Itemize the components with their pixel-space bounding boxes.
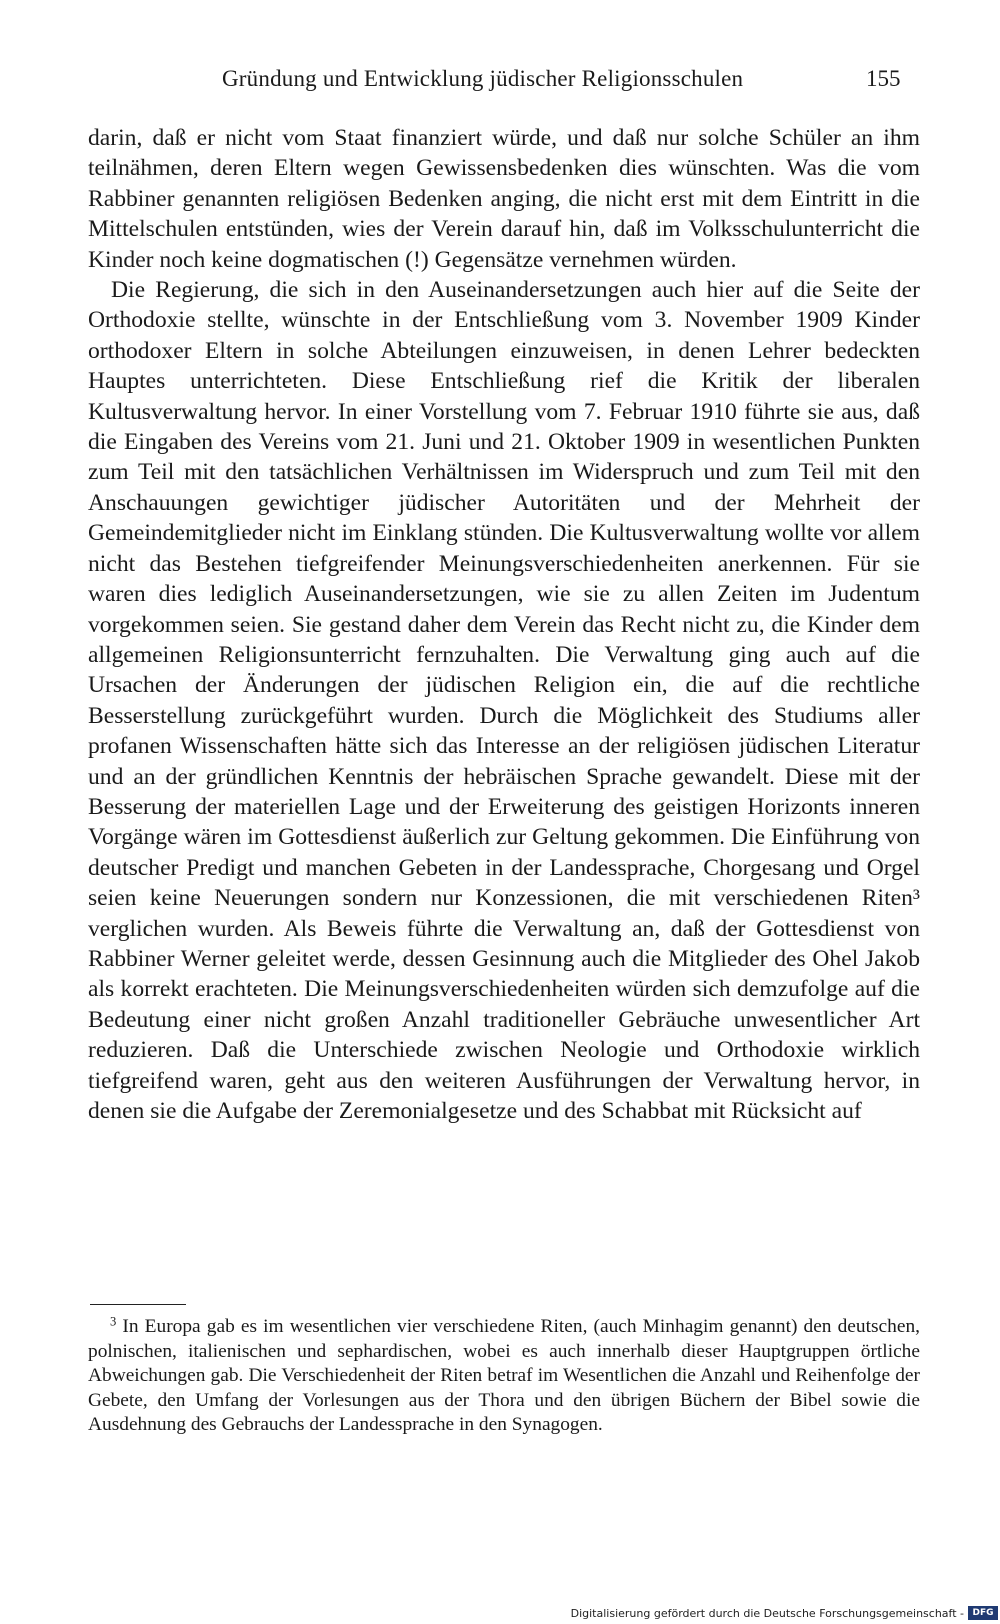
digitization-note: Digitalisierung gefördert durch die Deutsche Forschungsgemeinschaft -	[570, 1606, 964, 1620]
running-head	[0, 66, 1000, 100]
footnote	[88, 1315, 920, 1438]
paragraph: Die Regierung, die sich in den Auseinandersetzungen auch hier auf die Seite der Orthodoxie stellte, wünschte in der Entschließung vom 3. November 1909 Kinder orthodoxer Eltern in solche Abteilungen einzuweisen, in denen Lehrer bedeckten Hauptes unterrichteten. Diese Entschließung rief die Kritik der liberalen Kultusverwaltung hervor. In einer Vorstellung vom 7. Februar 1910 führte sie aus, daß die Eingaben des Vereins vom 21. Juni und 21. Oktober 1909 in wesentlichen Punkten zum Teil mit den tatsächlichen Verhältnissen im Widerspruch und zum Teil mit den Anschauungen gewichtiger jüdischer Autoritäten und der Mehrheit der Gemeindemitglieder nicht im Einklang stünden. Die Kultusverwaltung wollte vor allem nicht das Bestehen tiefgreifender Meinungsverschiedenheiten anerkennen. Für sie waren dies lediglich Auseinandersetzungen, wie sie zu allen Zeiten im Judentum vorgekommen seien. Sie gestand daher dem Verein das Recht nicht zu, die Kinder dem allgemeinen Religionsunterricht fernzuhalten. Die Verwaltung ging auch auf die Ursachen der Änderungen der jüdischen Religion ein, die auf die rechtliche Besserstellung zurückgeführt wurden. Durch die Möglichkeit des Studiums aller profanen Wissenschaften hätte sich das Interesse an der religiösen jüdischen Literatur und an der gründlichen Kenntnis der hebräischen Sprache gewandelt. Diese mit der Besserung der materiellen Lage und der Erweiterung des geistigen Horizonts inneren Vorgänge wären im Gottesdienst äußerlich zur Geltung gekommen. Die Einführung von deutscher Predigt und manchen Gebeten in der Landessprache, Chorgesang und Orgel seien keine Neuerungen sondern nur Konzessionen, die mit verschiedenen Riten³ verglichen wurden. Als Beweis führte die Verwaltung an, daß der Gottesdienst von Rabbiner Werner geleitet werde, dessen Gesinnung auch die Mitglieder des Ohel Jakob als korrekt erachteten. Die Meinungsverschiedenheiten würden sich demzufolge auf die Bedeutung einer nicht großen Anzahl traditioneller Gebräuche unwesentlicher Art reduzieren. Daß die Unterschiede zwischen Neologie und Orthodoxie wirklich tiefgreifend waren, geht aus den weiteren Ausführungen der Verwaltung hervor, in denen sie die Aufgabe der Zeremonialgesetze und des Schabbat mit Rücksicht auf	[88, 277, 920, 1124]
dfg-logo: DFG	[968, 1606, 998, 1620]
page-number: 155	[866, 66, 901, 91]
running-title: Gründung und Entwicklung jüdischer Religionsschulen	[222, 66, 744, 91]
body-text	[88, 123, 920, 1126]
footnote-text: In Europa gab es im wesentlichen vier verschiedene Riten, (auch Minhagim genannt) den deutschen, polnischen, italienischen und sephardischen, wobei es auch innerhalb dieser Hauptgruppen örtliche Abweichungen gab. Die Verschiedenheit der Riten betraf im Wesentlichen die Anzahl und Reihenfolge der Gebete, den Umfang der Vorlesungen aus der Thora und den übrigen Büchern der Bibel sowie die Ausdehnung des Gebrauchs der Landessprache in den Synagogen.	[88, 1316, 920, 1436]
footnote-divider	[90, 1304, 186, 1305]
footnotes	[88, 1315, 920, 1438]
footnote-marker: 3	[110, 1314, 117, 1329]
paragraph-continued: darin, daß er nicht vom Staat finanziert würde, und daß nur solche Schüler an ihm teilnähmen, deren Eltern wegen Gewissensbedenken dies wünschten. Was die vom Rabbiner genannten religiösen Bedenken anging, die nicht erst mit dem Eintritt in die Mittelschulen entstünden, wies der Verein darauf hin, daß im Volksschulunterricht die Kinder noch keine dogmatischen (!) Gegensätze vernehmen würden.	[88, 125, 920, 273]
digitization-footer	[571, 1604, 1000, 1622]
